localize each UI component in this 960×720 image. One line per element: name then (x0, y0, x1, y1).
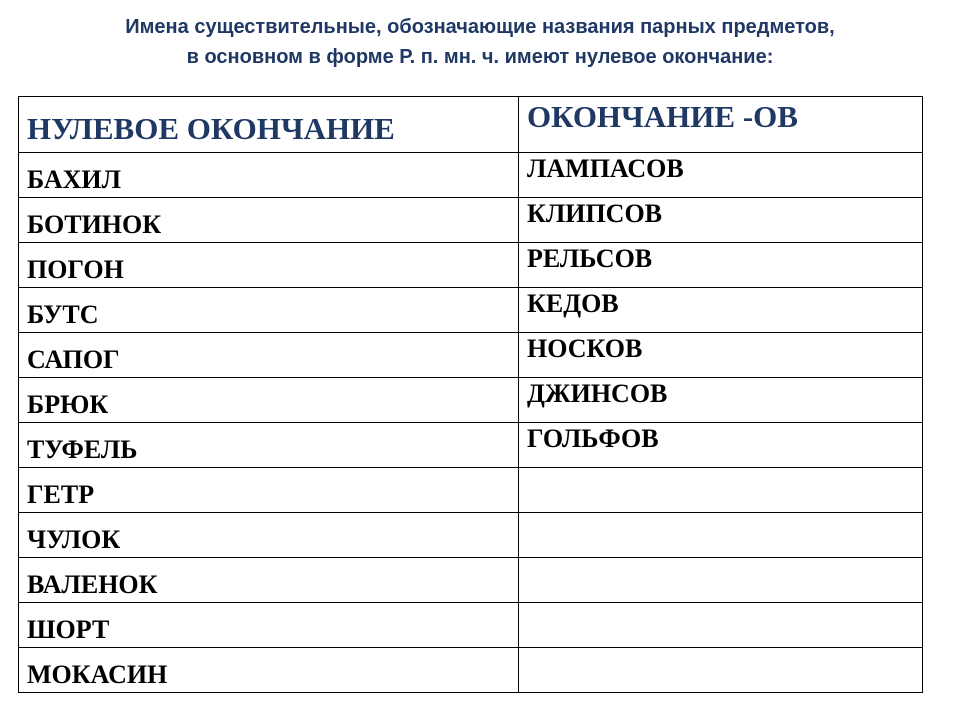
ov-ending-word: ДЖИНСОВ (519, 378, 923, 423)
ov-ending-word: КЕДОВ (519, 288, 923, 333)
ov-ending-empty-cell (519, 648, 923, 693)
table-row (19, 648, 923, 693)
header-ov-ending: ОКОНЧАНИЕ -ОВ (519, 97, 923, 153)
ov-ending-empty-cell (519, 558, 923, 603)
ov-ending-empty-cell (519, 468, 923, 513)
table-row (19, 468, 923, 513)
table-row (19, 243, 923, 288)
zero-ending-word: ГЕТР (19, 468, 519, 513)
ov-ending-word: ЛАМПАСОВ (519, 153, 923, 198)
zero-ending-word: ЧУЛОК (19, 513, 519, 558)
table-row (19, 513, 923, 558)
header-zero-ending: НУЛЕВОЕ ОКОНЧАНИЕ (19, 97, 519, 153)
zero-ending-word: МОКАСИН (19, 648, 519, 693)
zero-ending-word: БРЮК (19, 378, 519, 423)
ov-ending-word: НОСКОВ (519, 333, 923, 378)
table-row (19, 558, 923, 603)
ov-ending-empty-cell (519, 603, 923, 648)
zero-ending-word: БАХИЛ (19, 153, 519, 198)
slide-title-line-1: Имена существительные, обозначающие названия парных предметов, (125, 16, 835, 38)
ov-ending-word: ГОЛЬФОВ (519, 423, 923, 468)
table-row (19, 333, 923, 378)
slide-title (0, 12, 960, 72)
zero-ending-word: САПОГ (19, 333, 519, 378)
word-table (18, 96, 923, 693)
table-header-row (19, 97, 923, 153)
ov-ending-word: РЕЛЬСОВ (519, 243, 923, 288)
table-row (19, 423, 923, 468)
table-row (19, 603, 923, 648)
ov-ending-empty-cell (519, 513, 923, 558)
zero-ending-word: ВАЛЕНОК (19, 558, 519, 603)
zero-ending-word: БУТС (19, 288, 519, 333)
zero-ending-word: ПОГОН (19, 243, 519, 288)
table-row (19, 288, 923, 333)
zero-ending-word: БОТИНОК (19, 198, 519, 243)
table-row (19, 378, 923, 423)
zero-ending-word: ТУФЕЛЬ (19, 423, 519, 468)
ov-ending-word: КЛИПСОВ (519, 198, 923, 243)
zero-ending-word: ШОРТ (19, 603, 519, 648)
table-row (19, 153, 923, 198)
table-row (19, 198, 923, 243)
slide-title-line-2: в основном в форме Р. п. мн. ч. имеют нулевое окончание: (186, 46, 774, 68)
